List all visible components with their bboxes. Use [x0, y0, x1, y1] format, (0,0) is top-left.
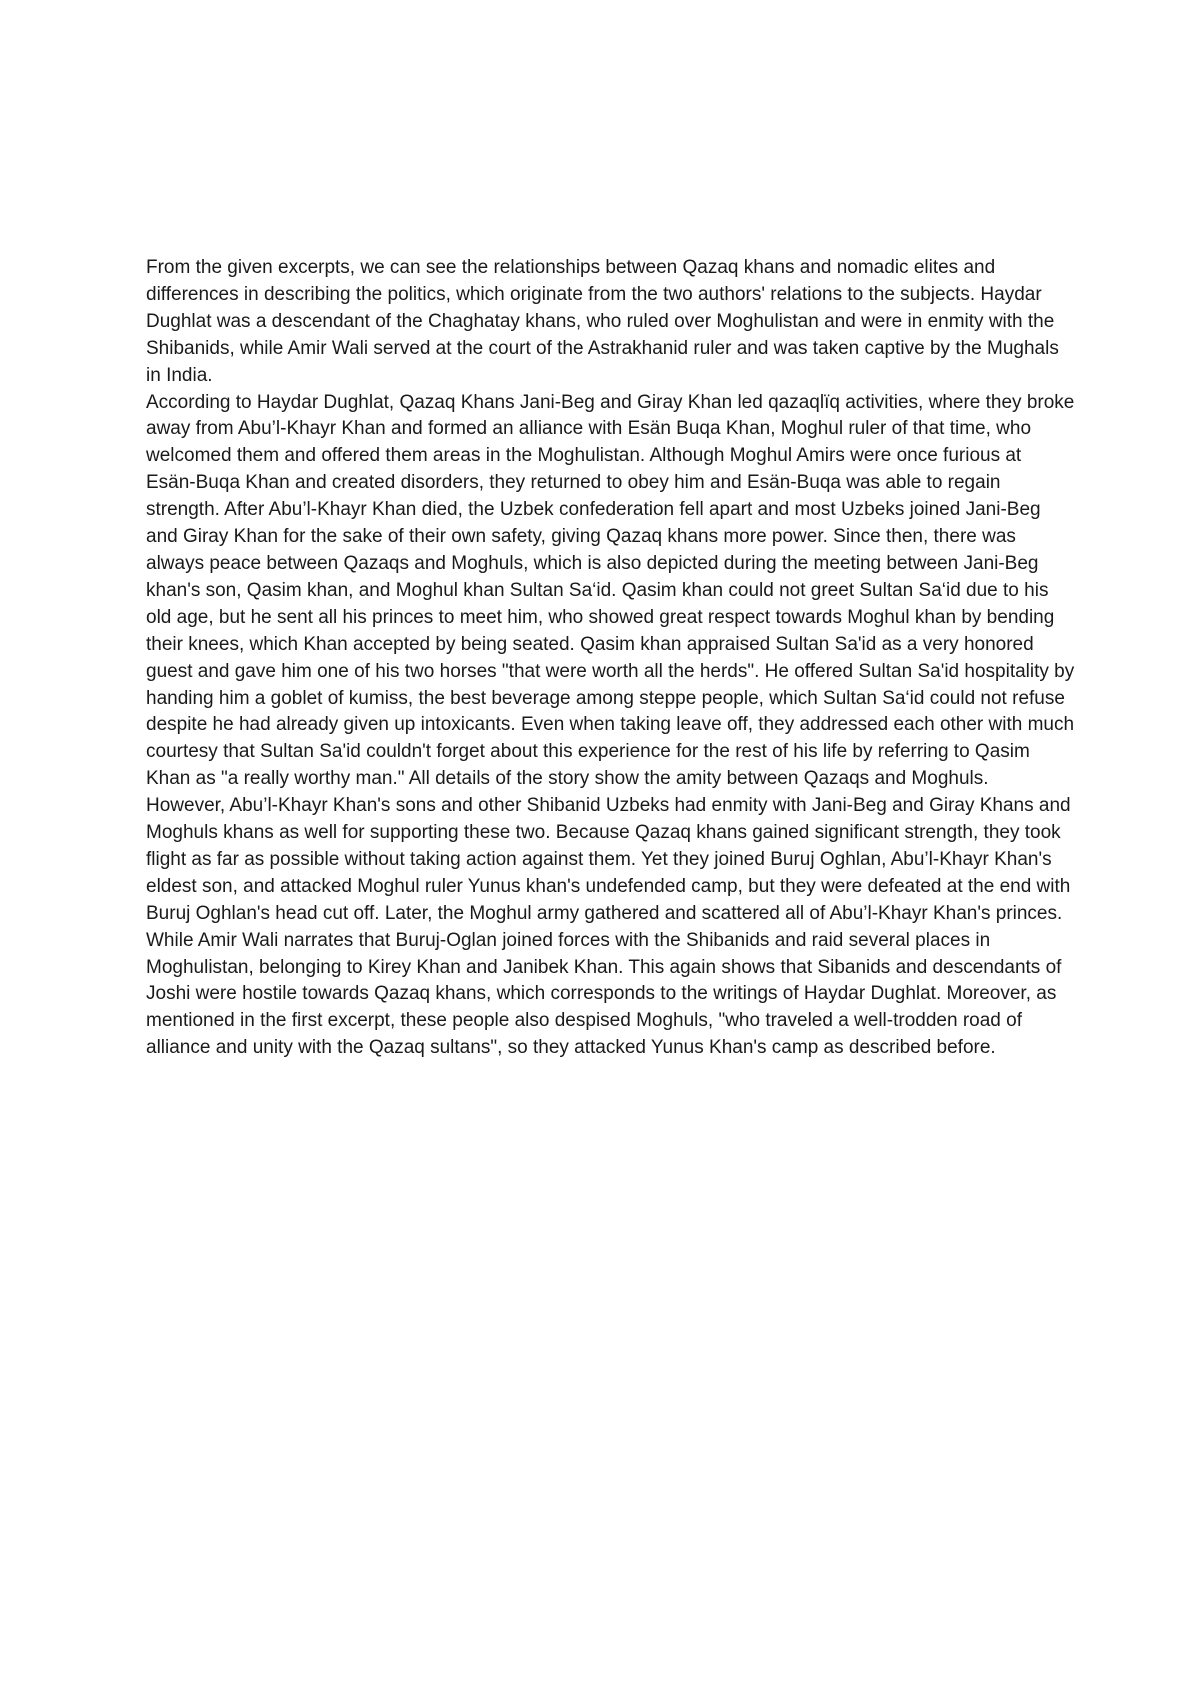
paragraph-4: While Amir Wali narrates that Buruj-Oglan joined forces with the Shibanids and raid several places in Moghulistan, belonging to Kirey Khan and Janibek Khan. This again shows that Sibanids and descendants of Joshi were hostile towards Qazaq khans, which corresponds to the writings of Haydar Dughlat. Moreover, as mentioned in the first excerpt, these people also despised Moghuls, "who traveled a well-trodden road of alliance and unity with the Qazaq sultans", so they attacked Yunus Khan's camp as described before.: [146, 929, 1062, 1059]
paragraph-1: From the given excerpts, we can see the relationships between Qazaq khans and nomadic elites and differences in describing the politics, which originate from the two authors' relations to the subjects. Haydar Dughlat was a descendant of the Chaghatay khans, who ruled over Moghulistan and were in enmity with the Shibanids, while Amir Wali served at the court of the Astrakhanid ruler and was taken captive by the Mughals in India.: [146, 257, 1059, 386]
document-body: [146, 255, 1076, 1062]
paragraph-3: However, Abu’l-Khayr Khan's sons and other Shibanid Uzbeks had enmity with Jani-Beg and Giray Khans and Moghuls khans as well for supporting these two. Because Qazaq khans gained significant strength, they took flight as far as possible without taking action against them. Yet they joined Buruj Oghlan, Abu’l-Khayr Khan's eldest son, and attacked Moghul ruler Yunus khan's undefended camp, but they were defeated at the end with Buruj Oghlan's head cut off. Later, the Moghul army gathered and scattered all of Abu’l-Khayr Khan's princes.: [146, 795, 1071, 924]
paragraph-2: According to Haydar Dughlat, Qazaq Khans Jani-Beg and Giray Khan led qazaqlïq activities, where they broke away from Abu’l-Khayr Khan and formed an alliance with Esän Buqa Khan, Moghul ruler of that time, who welcomed them and offered them areas in the Moghulistan. Although Moghul Amirs were once furious at Esän-Buqa Khan and created disorders, they returned to obey him and Esän-Buqa was able to regain strength. After Abu’l-Khayr Khan died, the Uzbek confederation fell apart and most Uzbeks joined Jani-Beg and Giray Khan for the sake of their own safety, giving Qazaq khans more power. Since then, there was always peace between Qazaqs and Moghuls, which is also depicted during the meeting between Jani-Beg khan's son, Qasim khan, and Moghul khan Sultan Sa‘id. Qasim khan could not greet Sultan Sa‘id due to his old age, but he sent all his princes to meet him, who showed great respect towards Moghul khan by bending their knees, which Khan accepted by being seated. Qasim khan appraised Sultan Sa'id as a very honored guest and gave him one of his two horses "that were worth all the herds". He offered Sultan Sa'id hospitality by handing him a goblet of kumiss, the best beverage among steppe people, which Sultan Sa‘id could not refuse despite he had already given up intoxicants. Even when taking leave off, they addressed each other with much courtesy that Sultan Sa'id couldn't forget about this experience for the rest of his life by referring to Qasim Khan as "a really worthy man." All details of the story show the amity between Qazaqs and Moghuls.: [146, 391, 1075, 790]
